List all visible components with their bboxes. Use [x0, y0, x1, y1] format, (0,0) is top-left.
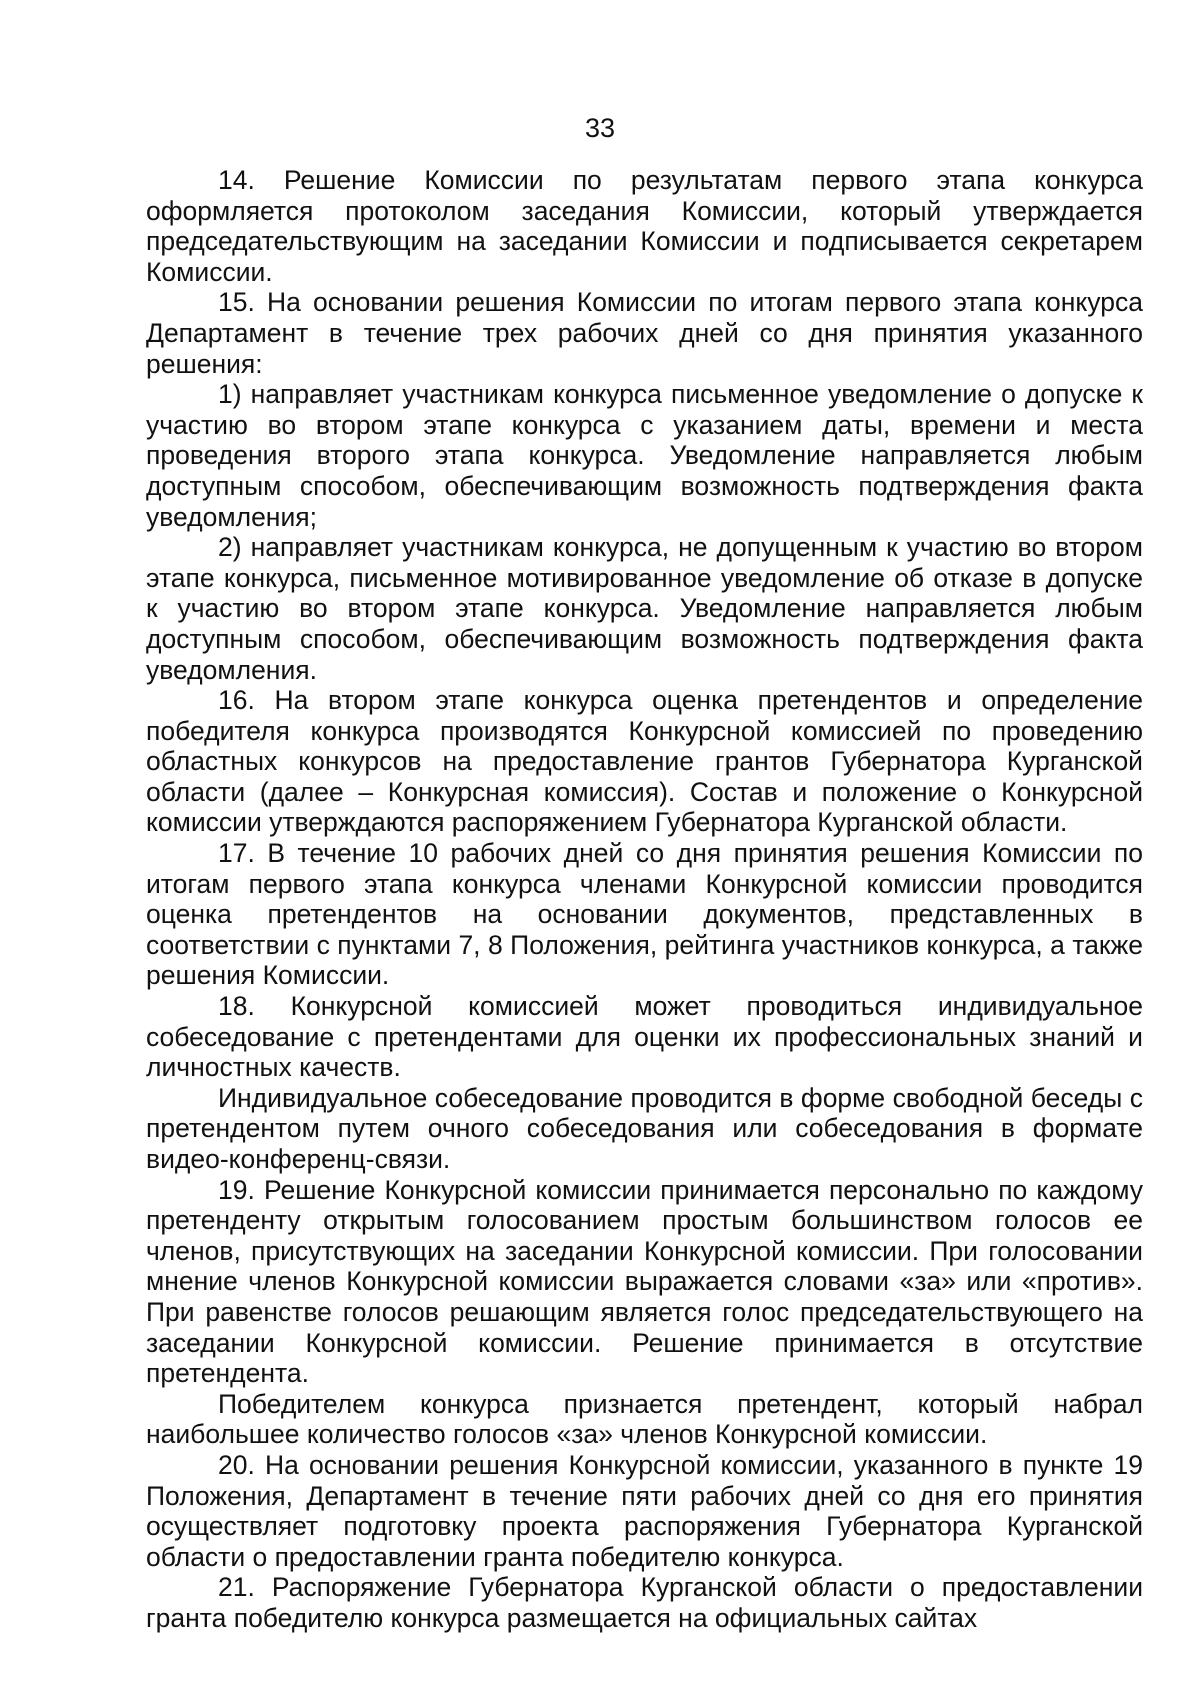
- paragraph-19-winner: Победителем конкурса признается претендент, который набрал наибольшее количество голосов «за» членов Конкурсной комиссии.: [146, 1388, 1143, 1450]
- paragraph-18-interview: Индивидуальное собеседование проводится в форме свободной беседы с претендентом путем очного собеседования или собеседования в формате видео-конференц-связи.: [146, 1082, 1143, 1174]
- paragraph-20: 20. На основании решения Конкурсной комиссии, указанного в пункте 19 Положения, Департамент в течение пяти рабочих дней со дня его принятия осуществляет подготовку проекта распоряжения Губернатора Курганской области о предоставлении гранта победителю конкурса.: [146, 1449, 1143, 1572]
- paragraph-14: 14. Решение Комиссии по результатам первого этапа конкурса оформляется протоколом заседания Комиссии, который утверждается председательствующим на заседании Комиссии и подписывается секретарем Комиссии.: [146, 165, 1143, 287]
- paragraph-19: 19. Решение Конкурсной комиссии принимается персонально по каждому претенденту открытым голосованием простым большинством голосов ее членов, присутствующих на заседании Конкурсной комиссии. При голосовании мнение членов Конкурсной комиссии выражается словами «за» или «против». При равенстве голосов решающим является голос председательствующего на заседании Конкурсной комиссии. Решение принимается в отсутствие претендента.: [146, 1174, 1143, 1389]
- page-number: 33: [584, 113, 616, 143]
- paragraph-15: 15. На основании решения Комиссии по итогам первого этапа конкурса Департамент в течение трех рабочих дней со дня принятия указанного решения:: [146, 287, 1143, 379]
- paragraph-18: 18. Конкурсной комиссией может проводиться индивидуальное собеседование с претендентами для оценки их профессиональных знаний и личностных качеств.: [146, 991, 1143, 1083]
- paragraph-21: 21. Распоряжение Губернатора Курганской области о предоставлении гранта победителю конкурса размещается на официальных сайтах: [146, 1572, 1143, 1633]
- paragraph-15-item-2: 2) направляет участникам конкурса, не допущенным к участию во втором этапе конкурса, письменное мотивированное уведомление об отказе в допуске к участию во втором этапе конкурса. Уведомление направляется любым доступным способом, обеспечивающим возможность подтверждения факта уведомления.: [146, 532, 1143, 685]
- paragraph-15-item-1: 1) направляет участникам конкурса письменное уведомление о допуске к участию во втором этапе конкурса с указанием даты, времени и места проведения второго этапа конкурса. Уведомление направляется любым доступным способом, обеспечивающим возможность подтверждения факта уведомления;: [146, 379, 1143, 532]
- document-body: [146, 165, 1143, 1634]
- paragraph-17: 17. В течение 10 рабочих дней со дня принятия решения Комиссии по итогам первого этапа конкурса членами Конкурсной комиссии проводится оценка претендентов на основании документов, представленных в соответствии с пунктами 7, 8 Положения, рейтинга участников конкурса, а также решения Комиссии.: [146, 838, 1143, 991]
- paragraph-16: 16. На втором этапе конкурса оценка претендентов и определение победителя конкурса производятся Конкурсной комиссией по проведению областных конкурсов на предоставление грантов Губернатора Курганской области (далее – Конкурсная комиссия). Состав и положение о Конкурсной комиссии утверждаются распоряжением Губернатора Курганской области.: [146, 685, 1143, 838]
